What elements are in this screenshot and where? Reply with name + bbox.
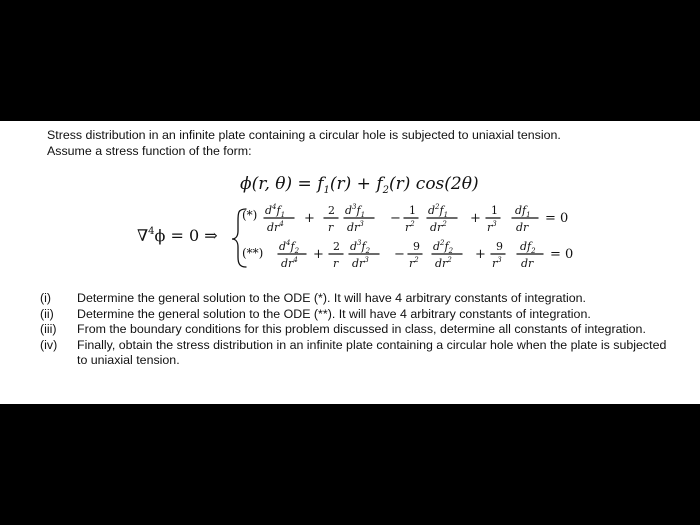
- task-text: Determine the general solution to the ODE (**). It will have 4 arbitrary constants of integration.: [77, 306, 591, 321]
- svg-text:(*): (*): [242, 208, 258, 222]
- svg-text:r2: $r^2$: [409, 256, 419, 270]
- svg-text:= 0: = 0: [545, 211, 569, 226]
- svg-text:+: +: [475, 247, 486, 262]
- task-number: (iii): [40, 322, 57, 336]
- svg-text:dr: dr: [521, 257, 534, 270]
- task-item: [40, 307, 670, 323]
- svg-text:+: +: [470, 211, 481, 226]
- svg-text:2: 2: [333, 240, 340, 253]
- svg-text:df2: $df_2$: [520, 240, 536, 255]
- svg-text:d4f2: $d^4f_2$: [279, 239, 300, 255]
- svg-text:−: −: [394, 247, 405, 262]
- svg-text:1: 1: [491, 204, 498, 217]
- svg-text:(**): (**): [242, 246, 264, 260]
- svg-text:r: r: [328, 221, 334, 234]
- svg-text:dr3: $dr^3$: [347, 220, 364, 234]
- task-text: From the boundary conditions for this problem discussed in class, determine all constants of integration.: [77, 322, 646, 336]
- svg-text:d3f1: $d^3f_1$: [345, 203, 366, 219]
- svg-text:9: 9: [496, 240, 503, 253]
- task-number: (iv): [40, 337, 58, 352]
- task-number: (ii): [40, 306, 54, 321]
- task-text: Finally, obtain the stress distribution in an infinite plate containing a circular hole when the plate is subjected to uniaxial tension.: [77, 337, 667, 367]
- stress-function-equation: ϕ(r, $\theta) = f_1(r) + f_2(r)$ cos(2θ): [240, 174, 479, 196]
- svg-text:r3: $r^3$: [492, 256, 502, 270]
- task-item: [40, 338, 670, 369]
- intro-line-2: Assume a stress function of the form:: [47, 144, 252, 158]
- task-text: Determine the general solution to the ODE (*). It will have 4 arbitrary constants of integration.: [77, 291, 586, 305]
- task-item: [40, 322, 670, 338]
- handwritten-equations: [0, 121, 700, 281]
- svg-text:df1: $df_1$: [515, 204, 531, 219]
- svg-text:9: 9: [413, 240, 420, 253]
- svg-text:+: +: [304, 211, 315, 226]
- svg-text:d2f1: $d^2f_1$: [428, 203, 449, 219]
- svg-text:dr: dr: [516, 221, 529, 234]
- svg-text:r3: $r^3$: [487, 220, 497, 234]
- svg-text:= 0: = 0: [550, 247, 574, 262]
- svg-text:r: r: [333, 257, 339, 270]
- svg-text:1: 1: [409, 204, 416, 217]
- task-list: [40, 291, 670, 369]
- svg-text:d4f1: $d^4f_1$: [265, 203, 286, 219]
- biharmonic-operator: ∇$^4$ϕ = 0 ⇒: [137, 226, 218, 245]
- svg-text:dr3: $dr^3$: [352, 256, 369, 270]
- intro-line-1: Stress distribution in an infinite plate containing a circular hole is subjected to uniaxial tension.: [47, 128, 561, 142]
- svg-text:2: 2: [328, 204, 335, 217]
- svg-text:−: −: [390, 211, 401, 226]
- ode-2: [242, 239, 573, 270]
- svg-text:dr2: $dr^2$: [430, 220, 447, 234]
- svg-text:r2: $r^2$: [405, 220, 415, 234]
- svg-text:d2f2: $d^2f_2$: [433, 239, 454, 255]
- svg-text:dr2: $dr^2$: [435, 256, 452, 270]
- task-number: (i): [40, 291, 52, 305]
- svg-text:dr4: $dr^4$: [281, 256, 298, 270]
- svg-text:d3f2: $d^3f_2$: [350, 239, 371, 255]
- ode-1: [242, 203, 568, 234]
- document-page: [0, 121, 700, 404]
- task-item: [40, 291, 670, 307]
- svg-text:+: +: [313, 247, 324, 262]
- svg-text:dr4: $dr^4$: [267, 220, 284, 234]
